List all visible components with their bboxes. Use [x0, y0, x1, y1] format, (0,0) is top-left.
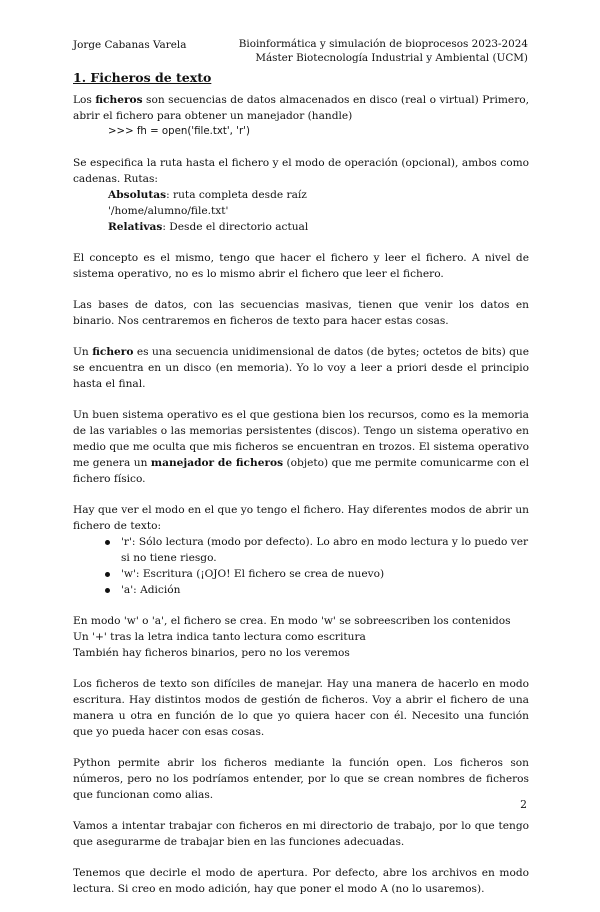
rel-label: Relativas: [108, 221, 163, 233]
section-title: 1. Ficheros de texto: [73, 70, 212, 85]
p6-after: (objeto) que me permite comunicarme con el fichero físico.: [73, 457, 530, 485]
paragraph-directorio: Vamos a intentar trabajar con ficheros en mi directorio de trabajo, por lo que tengo que asegurarme de trabajar bien en las funciones adecuadas.: [73, 820, 529, 848]
bullet-icon: [105, 540, 110, 545]
list-item: [121, 566, 529, 582]
paragraph-concepto: El concepto es el mismo, tengo que hacer el fichero y leer el fichero. A nivel de sistema operativo, no es lo mismo abrir el fichero que leer el fichero.: [73, 252, 529, 280]
list-item: [121, 582, 529, 598]
page-number: 2: [520, 798, 527, 811]
list-item: [121, 534, 529, 566]
paragraph-python-open: Python permite abrir los ficheros mediante la función open. Los ficheros son números, pero no los podríamos entender, por lo que se crean nombres de ficheros que funcionan como alias.: [73, 757, 529, 801]
p1-bold: ficheros: [95, 94, 143, 106]
modes-list: [73, 534, 529, 598]
note-line: Un '+' tras la letra indica tanto lectura como escritura: [73, 631, 366, 643]
document-body: [73, 70, 529, 912]
paragraph-sistema-operativo: [73, 407, 529, 487]
paragraph-rutas: [73, 155, 529, 235]
p6-bold: manejador de ficheros: [150, 457, 284, 469]
paragraph-modo-notas: [73, 613, 529, 661]
p1-after: son secuencias de datos almacenados en disco (real o virtual) Primero, abrir el fichero para obtener un manejador (handle): [73, 94, 529, 122]
abs-text: : ruta completa desde raíz: [166, 189, 307, 201]
paragraph-bases-datos: Las bases de datos, con las secuencias masivas, tienen que venir los datos en binario. Nos centraremos en ficheros de texto para hacer estas cosas.: [73, 299, 529, 327]
header-author: Jorge Cabanas Varela: [73, 39, 187, 51]
rutas-intro: Se especifica la ruta hasta el fichero y el modo de operación (opcional), ambos como cadenas. Rutas:: [73, 157, 529, 185]
paragraph-dificiles: Los ficheros de texto son difíciles de manejar. Hay una manera de hacerlo en modo escritura. Hay distintos modos de gestión de ficheros. Voy a abrir el fichero de una manera u otra en función de lo que yo quiera hacer con él. Necesito una función que yo pueda hacer con esas cosas.: [73, 678, 529, 738]
code-open-example: >>> fh = open('file.txt', 'r'): [108, 126, 250, 137]
p1-before: Los: [73, 94, 96, 106]
ruta-relativa: [73, 219, 529, 235]
bullet-icon: [105, 572, 110, 577]
header-program: Máster Biotecnología Industrial y Ambiental (UCM): [255, 52, 528, 64]
paragraph-fichero-def: [73, 344, 529, 392]
modes-intro: Hay que ver el modo en el que yo tengo el fichero. Hay diferentes modos de abrir un fichero de texto:: [73, 504, 529, 532]
header-right: [239, 37, 528, 65]
p6-before: Un buen sistema operativo es el que gestiona bien los recursos, como es la memoria de las variables o las memorias persistentes (discos). Tengo un sistema operativo en medio que me oculta que mis ficheros se encuentran en trozos. El sistema operativo me genera un: [73, 409, 529, 469]
mode-w: 'w': Escritura (¡OJO! El fichero se crea de nuevo): [121, 568, 385, 580]
p5-bold: fichero: [92, 346, 134, 358]
note-line: También hay ficheros binarios, pero no los veremos: [73, 647, 350, 659]
abs-label: Absolutas: [108, 189, 167, 201]
p5-after: es una secuencia unidimensional de datos (de bytes; octetos de bits) que se encuentra en un disco (en memoria). Yo lo voy a leer a priori desde el principio hasta el final.: [73, 346, 530, 390]
note-line: En modo 'w' o 'a', el fichero se crea. En modo 'w' se sobreescriben los contenidos: [73, 615, 511, 627]
ruta-absoluta: [73, 187, 529, 203]
header-course: Bioinformática y simulación de bioprocesos 2023-2024: [238, 38, 528, 50]
ruta-ejemplo: '/home/alumno/file.txt': [108, 205, 229, 217]
paragraph-ficheros: [73, 92, 529, 140]
mode-r: 'r': Sólo lectura (modo por defecto). Lo abro en modo lectura y lo puedo ver si no tiene riesgo.: [121, 536, 529, 564]
p5-before: Un: [73, 346, 93, 358]
bullet-icon: [105, 588, 110, 593]
mode-a: 'a': Adición: [121, 584, 181, 596]
paragraph-modo-apertura: Tenemos que decirle el modo de apertura. Por defecto, abre los archivos en modo lectura. Si creo en modo adición, hay que poner el modo A (no lo usaremos).: [73, 867, 529, 895]
rel-text: : Desde el directorio actual: [162, 221, 309, 233]
